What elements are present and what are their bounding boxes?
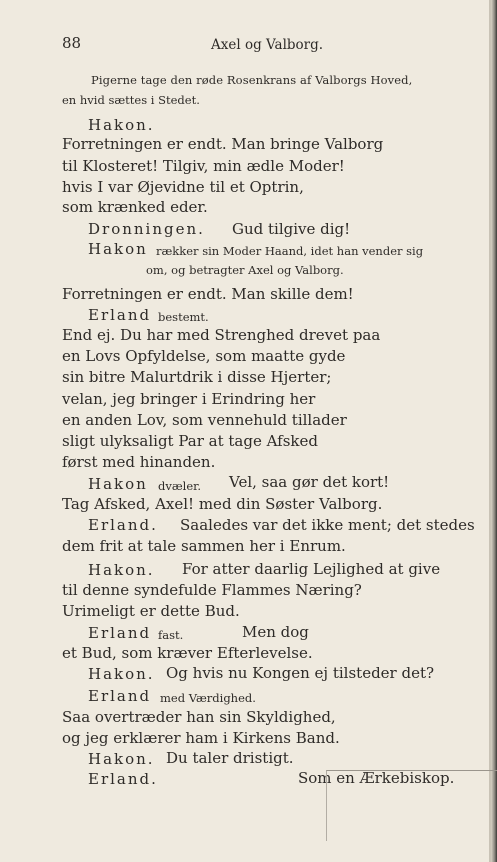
- verse-line: sin bitre Malurtdrik i disse Hjerter;: [62, 368, 332, 386]
- verse-line: først med hinanden.: [62, 453, 216, 471]
- verse-line: sligt ulyksaligt Par at tage Afsked: [62, 432, 318, 450]
- stage-direction: Pigerne tage den røde Rosenkrans af Valborgs Hoved,: [91, 73, 413, 87]
- speaker-name: Erland: [88, 687, 152, 705]
- verse-line: dem frit at tale sammen her i Enrum.: [62, 537, 346, 555]
- running-title: Axel og Valborg.: [211, 37, 324, 53]
- verse-line: til Klosteret! Tilgiv, min ædle Moder!: [62, 157, 345, 175]
- verse-line: Men dog: [242, 623, 309, 641]
- speaker-name: Hakon.: [88, 665, 155, 683]
- verse-line: Urimeligt er dette Bud.: [62, 602, 240, 620]
- speaker-name: Hakon.: [88, 116, 155, 134]
- verse-line: For atter daarlig Lejlighed at give: [182, 560, 441, 578]
- verse-line: End ej. Du har med Strenghed drevet paa: [62, 326, 381, 344]
- stage-direction: dvæler.: [158, 479, 202, 493]
- speaker-name: Hakon: [88, 240, 148, 258]
- verse-line: og jeg erklærer ham i Kirkens Band.: [62, 729, 340, 747]
- speaker-name: Hakon.: [88, 561, 155, 579]
- verse-line: Vel, saa gør det kort!: [229, 473, 390, 491]
- verse-line: Forretningen er endt. Man bringe Valborg: [62, 135, 384, 153]
- verse-line: Og hvis nu Kongen ej tilsteder det?: [166, 664, 435, 682]
- stage-direction: bestemt.: [158, 310, 209, 324]
- verse-line: Forretningen er endt. Man skille dem!: [62, 285, 354, 303]
- stage-direction: fast.: [158, 628, 184, 642]
- stage-direction: en hvid sættes i Stedet.: [62, 93, 200, 107]
- verse-line: Tag Afsked, Axel! med din Søster Valborg.: [62, 495, 383, 513]
- speaker-name: Erland: [88, 306, 152, 324]
- speaker-name: Erland.: [88, 516, 158, 534]
- speaker-name: Hakon: [88, 475, 148, 493]
- speaker-name: Erland: [88, 624, 152, 642]
- verse-line: velan, jeg bringer i Erindring her: [62, 390, 316, 408]
- stage-direction: med Værdighed.: [160, 691, 256, 705]
- page-number: 88: [62, 34, 82, 52]
- page-edge-shadow: [491, 0, 497, 862]
- page-shadow-mark: [326, 770, 497, 841]
- verse-line: Som en Ærkebiskop.: [298, 769, 455, 787]
- verse-line: Gud tilgive dig!: [232, 220, 351, 238]
- stage-direction: rækker sin Moder Haand, idet han vender sig: [156, 244, 424, 258]
- speaker-name: Dronningen.: [88, 220, 205, 238]
- verse-line: som krænked eder.: [62, 198, 208, 216]
- speaker-name: Erland.: [88, 770, 158, 788]
- verse-line: Du taler dristigt.: [166, 749, 294, 767]
- verse-line: en Lovs Opfyldelse, som maatte gyde: [62, 347, 346, 365]
- verse-line: hvis I var Øjevidne til et Optrin,: [62, 178, 304, 196]
- verse-line: til denne syndefulde Flammes Næring?: [62, 581, 362, 599]
- stage-direction: om, og betragter Axel og Valborg.: [146, 263, 344, 277]
- verse-line: en anden Lov, som vennehuld tillader: [62, 411, 347, 429]
- verse-line: Saaledes var det ikke ment; det stedes: [180, 516, 475, 534]
- verse-line: et Bud, som kræver Efterlevelse.: [62, 644, 313, 662]
- verse-line: Saa overtræder han sin Skyldighed,: [62, 708, 336, 726]
- speaker-name: Hakon.: [88, 750, 155, 768]
